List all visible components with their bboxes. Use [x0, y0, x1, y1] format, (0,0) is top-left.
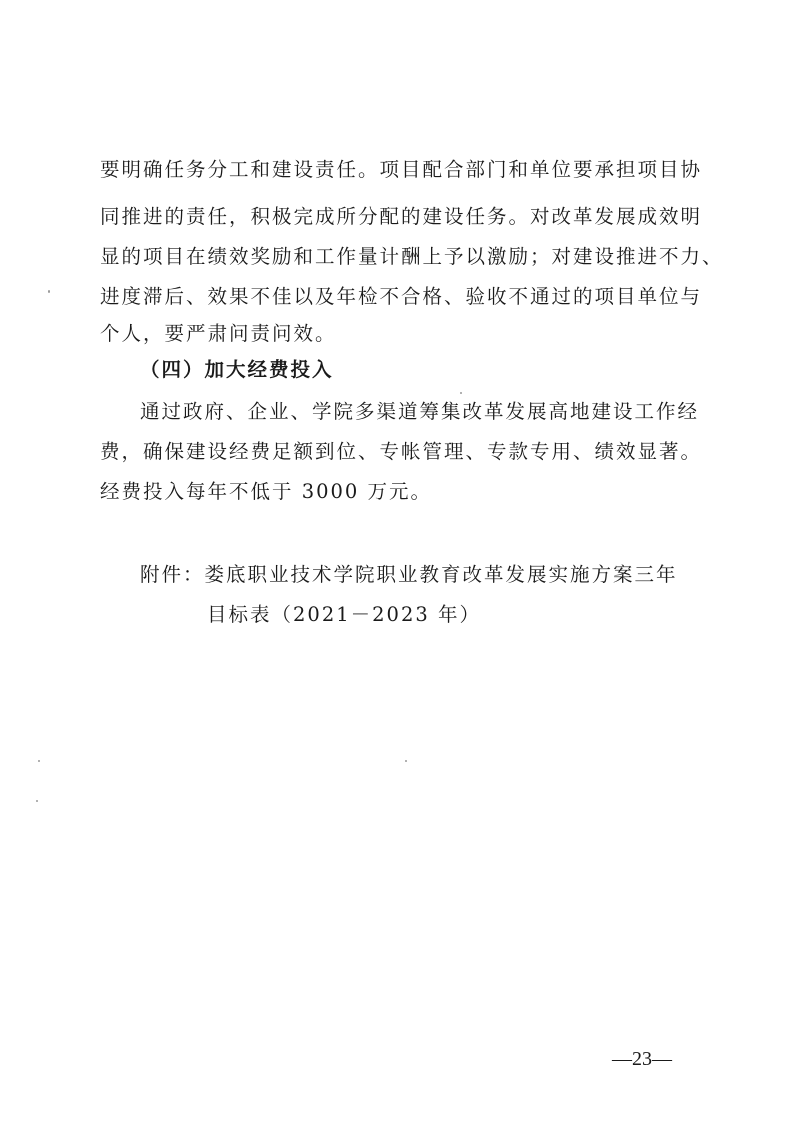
page-number: —23— — [612, 1048, 672, 1070]
paragraph-1-line-4: 进度滞后、效果不佳以及年检不合格、验收不通过的项目单位与 — [100, 285, 703, 308]
paragraph-1-line-2: 同推进的责任，积极完成所分配的建设任务。对改革发展成效明 — [100, 205, 703, 228]
attachment-line-1: 附件：娄底职业技术学院职业教育改革发展实施方案三年 — [140, 563, 678, 586]
scan-speck — [405, 760, 407, 762]
paragraph-2-line-1: 通过政府、企业、学院多渠道筹集改革发展高地建设工作经 — [140, 400, 700, 423]
section-heading: （四）加大经费投入 — [140, 358, 334, 381]
scan-speck — [460, 392, 462, 394]
scan-speck — [36, 800, 38, 802]
scan-speck — [38, 760, 40, 762]
paragraph-1-line-1: 要明确任务分工和建设责任。项目配合部门和单位要承担项目协 — [100, 158, 703, 181]
paragraph-1-line-3: 显的项目在绩效奖励和工作量计酬上予以激励；对建设推进不力、 — [100, 245, 724, 268]
paragraph-1-line-5: 个人，要严肃问责问效。 — [100, 322, 337, 345]
attachment-line-2: 目标表（2021－2023 年） — [207, 603, 481, 626]
scan-speck — [48, 290, 50, 293]
paragraph-2-line-3: 经费投入每年不低于 3000 万元。 — [100, 480, 433, 503]
paragraph-2-line-2: 费，确保建设经费足额到位、专帐管理、专款专用、绩效显著。 — [100, 440, 703, 463]
